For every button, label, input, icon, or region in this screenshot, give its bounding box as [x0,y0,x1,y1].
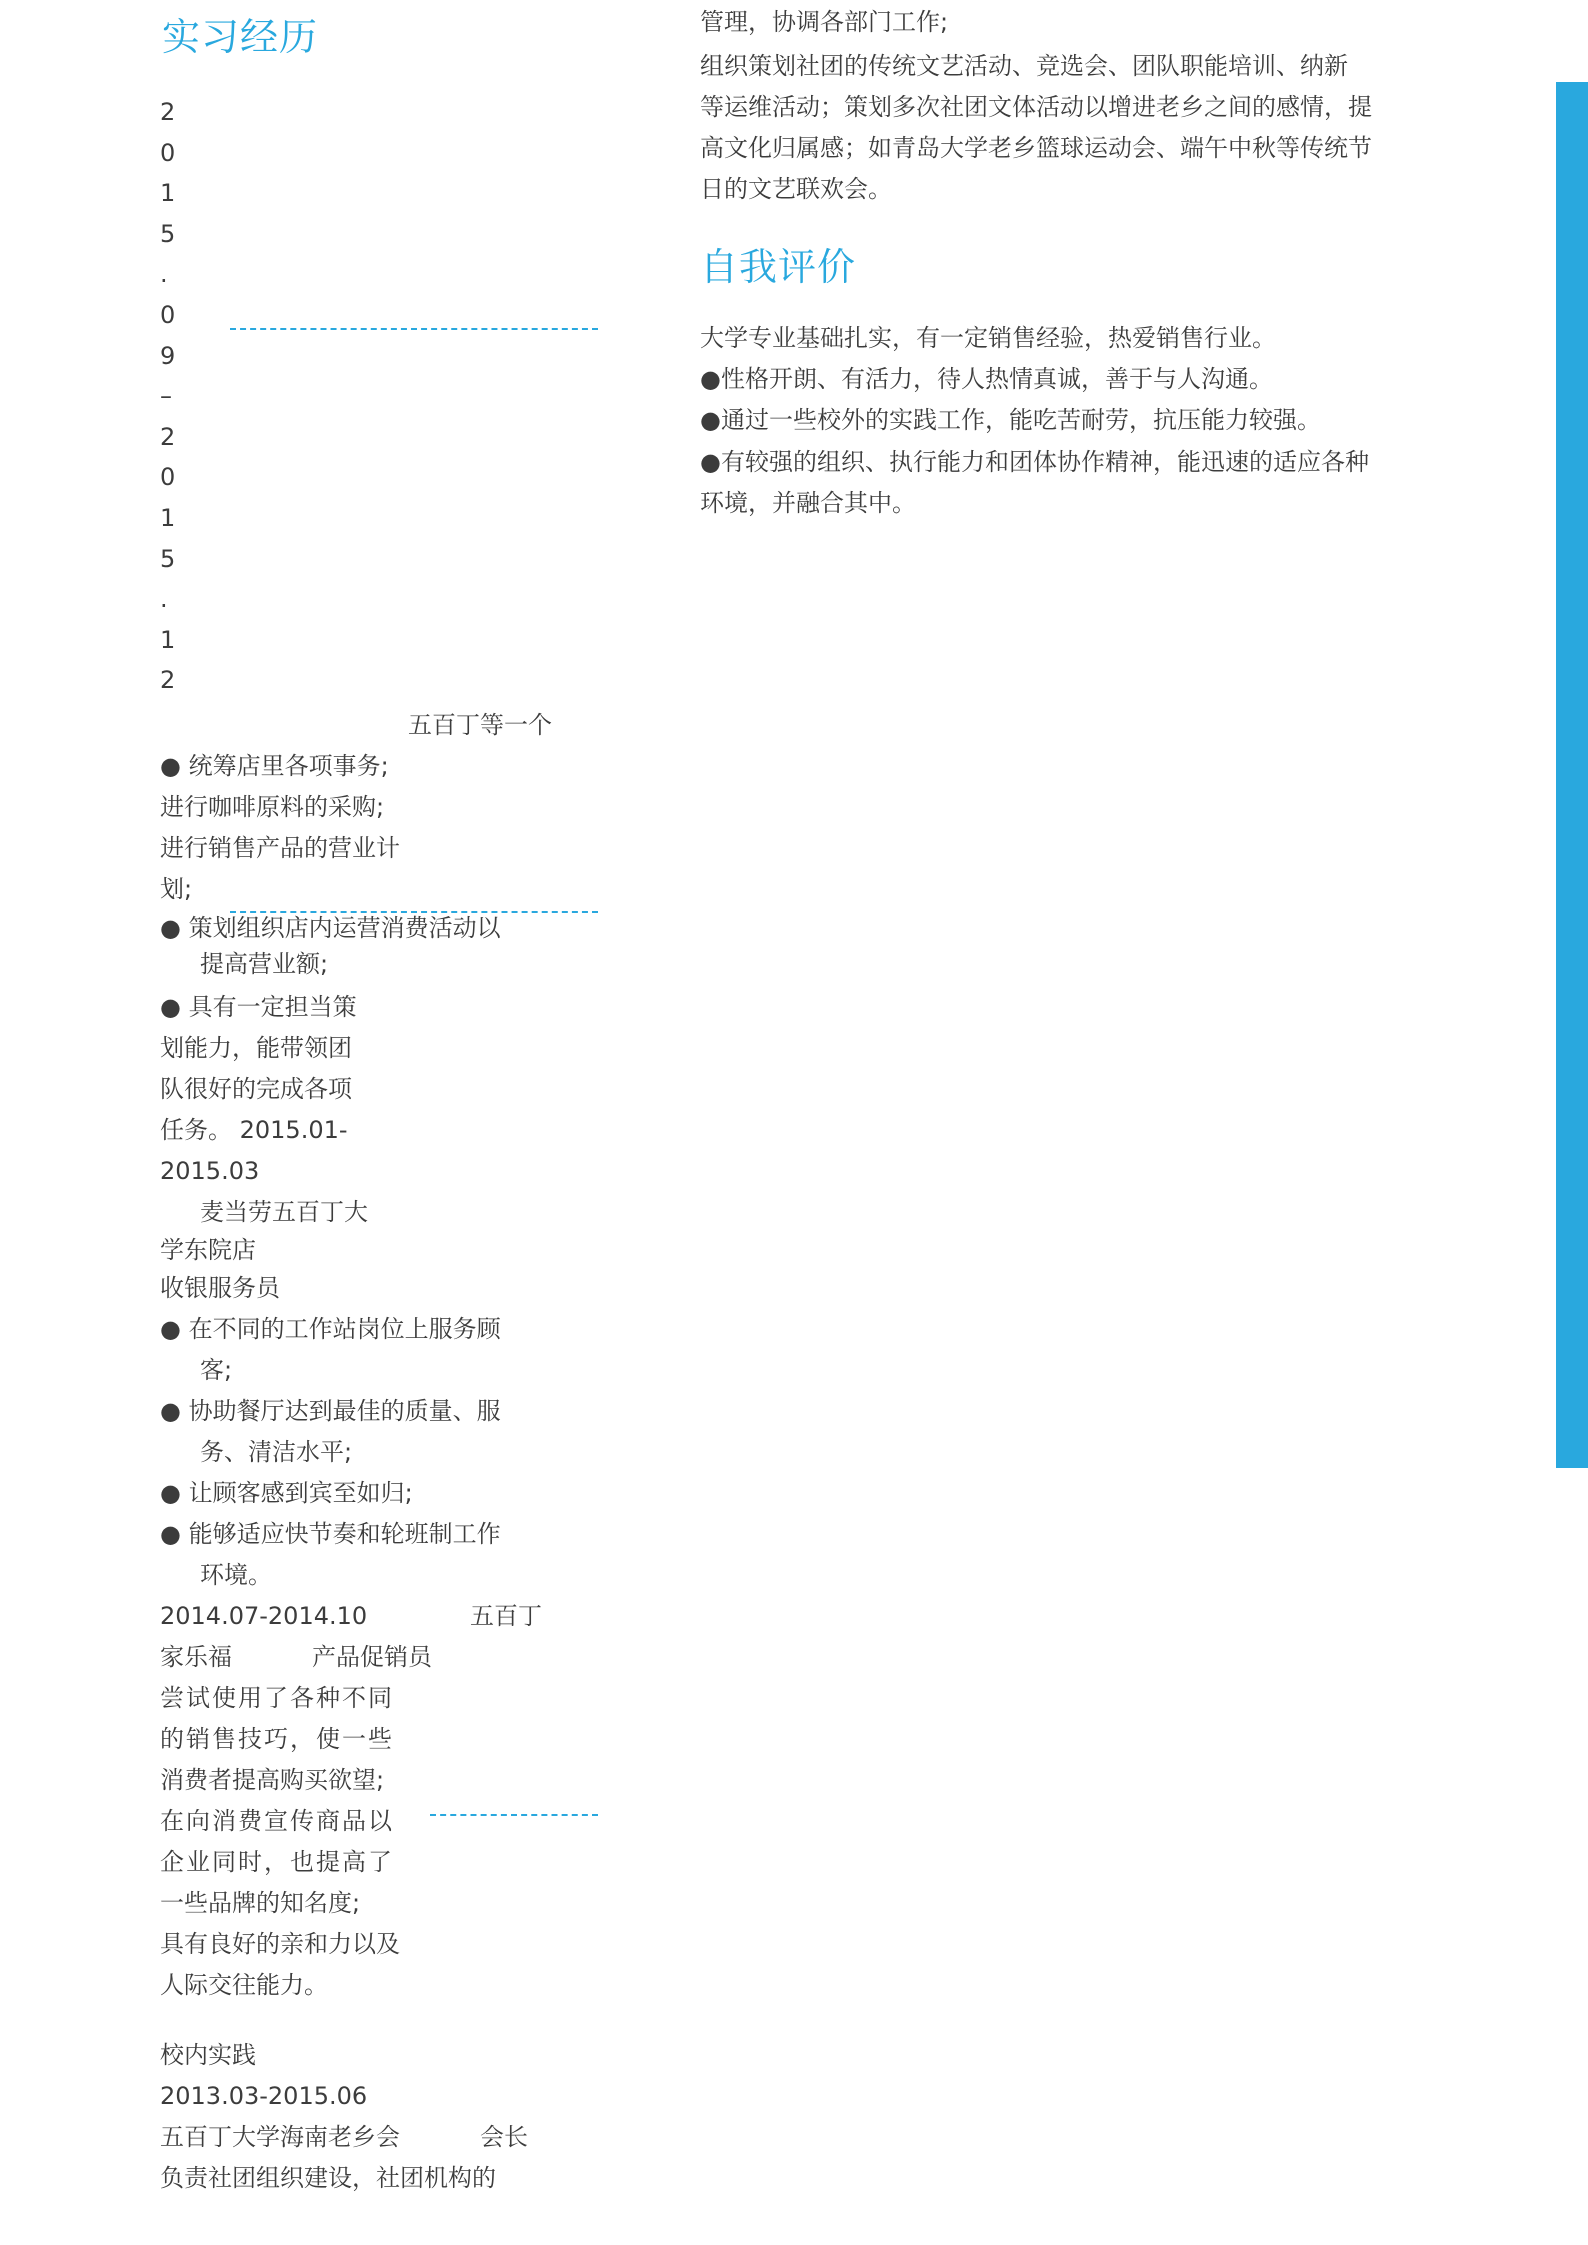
job-title: 产品促销员 [312,1643,432,1671]
internship-section-title: 实习经历 [162,15,319,59]
date-char: 2 [160,98,176,126]
date-char: . [160,260,168,289]
list-item: ● 具有一定担当策 [160,993,357,1021]
body-text: 管理，协调各部门工作; [700,8,949,36]
date-vertical [160,92,175,701]
body-text: 日的文艺联欢会。 [700,175,892,203]
company-name: 五百丁 [470,1602,542,1630]
date-char: 9 [160,341,176,370]
self-eval-item: ●通过一些校外的实践工作，能吃苦耐劳，抗压能力较强。 [700,406,1321,434]
date-char: 5 [160,544,176,573]
date-char: 1 [160,179,176,208]
list-item: 进行销售产品的营业计 [160,834,400,862]
list-item: ● 统筹店里各项事务; [160,752,389,780]
self-evaluation-title: 自我评价 [700,245,857,289]
company-name: 五百丁等一个 [408,711,552,739]
list-item: 尝试使用了各种不同 [160,1684,394,1712]
organization-name: 五百丁大学海南老乡会 [160,2123,400,2151]
list-item: 具有良好的亲和力以及 [160,1930,400,1958]
date-char: 1 [160,503,176,532]
body-text: 高文化归属感；如青岛大学老乡篮球运动会、端午中秋等传统节 [700,134,1372,162]
self-eval-item: 环境，并融合其中。 [700,489,916,517]
company-name: 学东院店 [160,1236,256,1264]
job-title: 会长 [480,2123,528,2151]
list-item: 环境。 [200,1561,272,1589]
company-name: 麦当劳五百丁大 [200,1198,368,1226]
self-eval-item: 大学专业基础扎实，有一定销售经验，热爱销售行业。 [700,324,1276,352]
date-char: 2 [160,422,176,451]
list-item: 划能力，能带领团 [160,1034,352,1062]
divider-dashed [430,1814,598,1816]
list-item: 务、清洁水平; [200,1438,353,1466]
list-item: ● 策划组织店内运营消费活动以 [160,914,501,942]
list-item: 划; [160,875,193,903]
list-item: 在向消费宣传商品以 [160,1807,394,1835]
date-char: 0 [160,463,176,492]
company-name: 家乐福 [160,1643,232,1671]
date-char: 2 [160,666,176,695]
job-title: 收银服务员 [160,1274,280,1302]
list-item: 提高营业额; [200,950,329,978]
list-item: ● 让顾客感到宾至如归; [160,1479,413,1507]
subsection-title: 校内实践 [160,2041,256,2069]
list-item: 负责社团组织建设，社团机构的 [160,2164,496,2192]
list-item: 企业同时，也提高了 [160,1848,394,1876]
list-item: 的销售技巧，使一些 [160,1725,394,1753]
date-char: 0 [160,138,176,167]
list-item: 任务。 2015.01- [160,1116,348,1144]
list-item: 一些品牌的知名度; [160,1889,361,1917]
list-item: ● 能够适应快节奏和轮班制工作 [160,1520,501,1548]
divider-dashed [230,328,598,330]
body-text: 等运维活动；策划多次社团文体活动以增进老乡之间的感情，提 [700,93,1372,121]
date-range: 2014.07-2014.10 [160,1602,368,1630]
list-item: ● 在不同的工作站岗位上服务顾 [160,1315,501,1343]
date-char: 5 [160,219,176,248]
body-text: 组织策划社团的传统文艺活动、竞选会、团队职能培训、纳新 [700,52,1348,80]
self-eval-item: ●性格开朗、有活力，待人热情真诚，善于与人沟通。 [700,365,1273,393]
list-item: 客; [200,1356,233,1384]
accent-side-bar [1556,82,1588,1468]
list-item: 队很好的完成各项 [160,1075,352,1103]
list-item: 进行咖啡原料的采购; [160,793,385,821]
date-char: 1 [160,625,176,654]
date-range: 2013.03-2015.06 [160,2082,368,2110]
list-item: 人际交往能力。 [160,1971,328,1999]
list-item: ● 协助餐厅达到最佳的质量、服 [160,1397,501,1425]
date-char: . [160,585,168,614]
date-range: 2015.03 [160,1157,260,1185]
self-eval-item: ●有较强的组织、执行能力和团体协作精神，能迅速的适应各种 [700,448,1369,476]
date-char: 0 [160,300,176,329]
list-item: 消费者提高购买欲望; [160,1766,385,1794]
date-char: – [160,382,172,411]
